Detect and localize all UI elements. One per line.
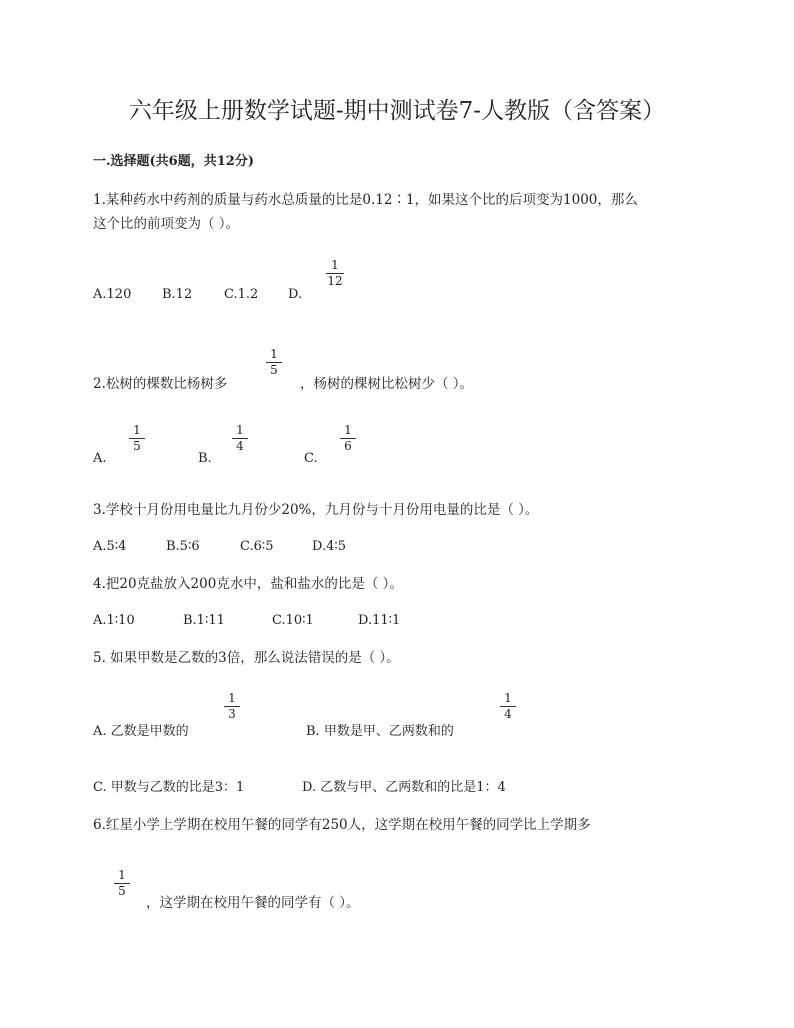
fraction-denominator: 6 [344,439,352,453]
question-6-line-2: ，这学期在校用午餐的同学有（ ）。 [146,895,360,911]
question-2-option-b-fraction [232,424,248,453]
question-3-option-a: A.5∶4 [93,539,127,554]
question-2-text-before: 2.松树的棵数比杨树多 [93,376,228,392]
question-4-option-c: C.10∶1 [272,613,314,628]
fraction-numerator: 1 [236,423,244,437]
fraction-numerator: 1 [344,423,352,437]
question-2-option-b: B. [198,451,212,466]
fraction-numerator: 1 [133,423,141,437]
question-5-option-b: B. 甲数是甲、乙两数和的 [306,724,454,739]
question-3-option-d: D.4∶5 [312,539,347,554]
question-3-text: 3.学校十月份用电量比九月份少20%，九月份与十月份用电量的比是（ ）。 [93,502,539,518]
page-title: 六年级上册数学试题-期中测试卷7-人教版（含答案） [128,98,666,124]
question-5-option-c: C. 甲数与乙数的比是3：1 [93,780,245,795]
fraction-denominator: 5 [270,363,278,377]
fraction-numerator: 1 [118,868,126,882]
question-2-option-a-fraction [129,424,145,453]
question-1-option-d: D. [288,287,303,302]
question-1-option-b: B.12 [162,287,193,302]
fraction-numerator: 1 [270,347,278,361]
question-5-option-a-fraction [224,692,240,721]
question-2-text-after: ，杨树的棵树比松树少（ ）。 [300,376,474,392]
question-2-option-c-fraction [340,424,356,453]
section-heading: 一.选择题(共6题，共12分) [93,154,254,169]
fraction-numerator: 1 [228,691,236,705]
question-3-option-c: C.6∶5 [240,539,274,554]
fraction-numerator: 1 [504,691,512,705]
question-1-fraction-d [326,259,344,288]
fraction-denominator: 4 [236,439,244,453]
question-6-line-1: 6.红星小学上学期在校用午餐的同学有250人，这学期在校用午餐的同学比上学期多 [93,817,591,833]
fraction-denominator: 12 [327,274,343,288]
question-6-fraction [114,869,130,898]
question-2-option-c: C. [304,451,318,466]
question-2-fraction [266,348,282,377]
question-5-text: 5. 如果甲数是乙数的3倍，那么说法错误的是（ ）。 [93,650,400,666]
question-5-option-a: A. 乙数是甲数的 [93,724,189,739]
question-2-option-a: A. [93,451,107,466]
fraction-numerator: 1 [331,258,339,272]
fraction-denominator: 5 [133,439,141,453]
fraction-denominator: 4 [504,707,512,721]
question-4-text: 4.把20克盐放入200克水中，盐和盐水的比是（ ）。 [93,576,403,592]
question-4-option-b: B.1∶11 [183,613,225,628]
fraction-denominator: 5 [118,884,126,898]
fraction-denominator: 3 [228,707,236,721]
question-3-option-b: B.5∶6 [166,539,200,554]
question-1-line-1: 1.某种药水中药剂的质量与药水总质量的比是0.12∶1，如果这个比的后项变为1000，那么 [93,192,638,208]
question-5-option-d: D. 乙数与甲、乙两数和的比是1：4 [302,780,506,795]
question-4-option-d: D.11∶1 [358,613,401,628]
question-5-option-b-fraction [500,692,516,721]
question-1-line-2: 这个比的前项变为（ ）。 [93,216,240,232]
question-4-option-a: A.1∶10 [93,613,135,628]
question-1-option-c: C.1.2 [224,287,259,302]
question-1-option-a: A.120 [93,287,132,302]
